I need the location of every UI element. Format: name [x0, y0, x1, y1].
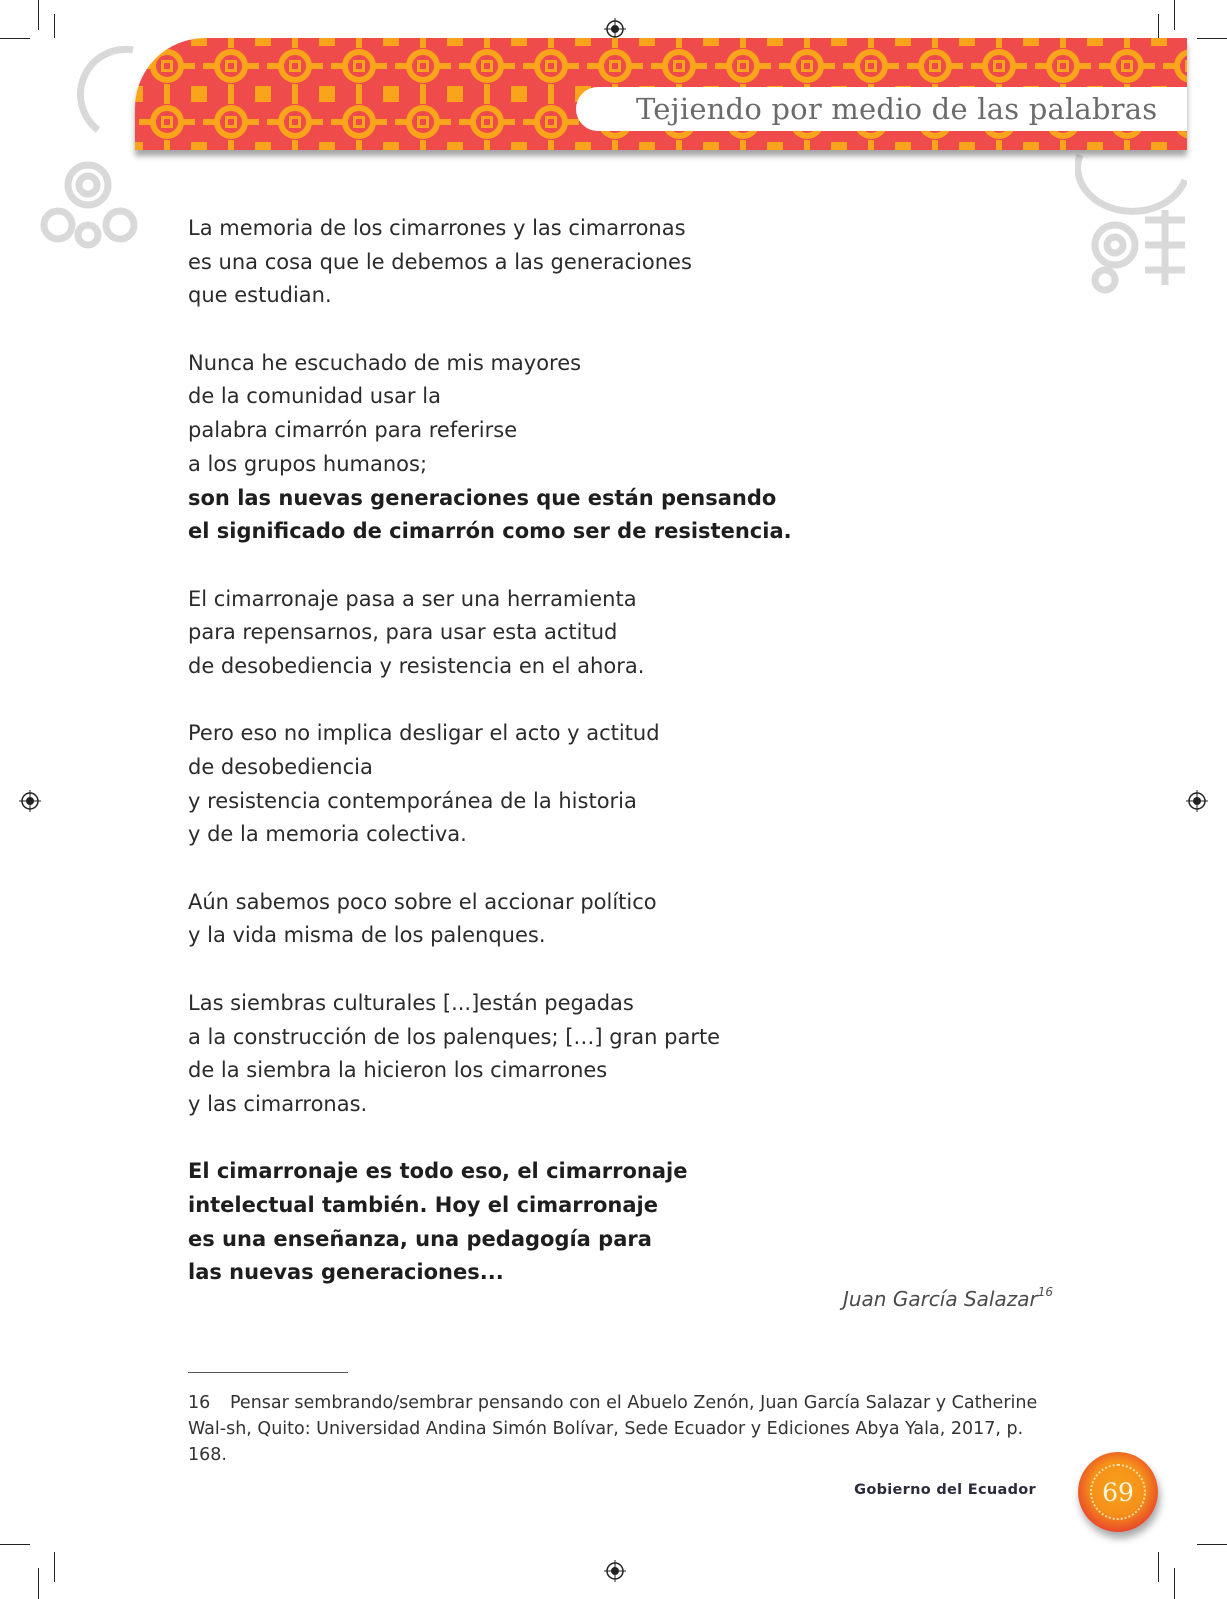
poem-line: para repensarnos, para usar esta actitud	[188, 620, 618, 645]
author-attribution	[843, 1287, 1053, 1311]
header-title-pill	[576, 87, 1187, 131]
registration-mark-icon	[19, 790, 41, 812]
poem-line: El cimarronaje pasa a ser una herramienta	[188, 586, 637, 611]
spiral-ornament-icon	[1075, 150, 1187, 300]
stanza	[188, 347, 908, 549]
poem-line: y de la memoria colectiva.	[188, 822, 467, 847]
crop-mark	[54, 1552, 55, 1582]
publisher-label: Gobierno del Ecuador	[854, 1482, 1036, 1498]
footnote-ref: 16	[1037, 1285, 1053, 1300]
poem-line: a la construcción de los palenques; […] gran parte	[188, 1024, 721, 1049]
poem-line: Las siembras culturales [...]están pegadas	[188, 990, 634, 1015]
crop-mark	[38, 0, 39, 30]
crop-mark	[1197, 1544, 1227, 1545]
crop-mark	[1174, 1568, 1175, 1599]
crop-mark	[1158, 14, 1159, 38]
stanza	[188, 583, 908, 684]
registration-mark-icon	[1186, 790, 1208, 812]
poem-line: de la comunidad usar la	[188, 384, 441, 409]
poem-line: que estudian.	[188, 283, 332, 308]
poem-line: La memoria de los cimarrones y las cimarronas	[188, 216, 686, 240]
crop-mark	[0, 1544, 30, 1545]
poem-line: de desobediencia	[188, 755, 373, 779]
crop-mark	[1197, 38, 1227, 39]
poem-line: son las nuevas generaciones que están pensando	[188, 485, 777, 510]
footnote-divider	[188, 1372, 348, 1373]
poem-line: Nunca he escuchado de mis mayores	[188, 350, 582, 375]
poem-line: y la vida misma de los palenques.	[188, 923, 546, 948]
poem-body	[188, 212, 908, 1324]
poem-line: de la siembra la hicieron los cimarrones	[188, 1058, 608, 1083]
poem-line: Pero eso no implica desligar el acto y actitud	[188, 721, 660, 746]
poem-line: es una enseñanza, una pedagogía para	[188, 1226, 652, 1251]
stanza	[188, 1155, 908, 1290]
stanza	[188, 987, 908, 1122]
poem-line: las nuevas generaciones...	[188, 1260, 504, 1285]
footnote	[188, 1390, 1053, 1468]
footnote-text: Pensar sembrando/sembrar pensando con el Abuelo Zenón, Juan García Salazar y Catherine Wal-sh, Quito: Universidad Andina Simón Bolívar, Sede Ecuador y Ediciones Abya Yala, 2017, p. 168.	[188, 1393, 1038, 1465]
stanza	[188, 212, 908, 313]
poem-line: el significado de cimarrón como ser de resistencia.	[188, 519, 792, 544]
stanza	[188, 717, 908, 852]
poem-line: de desobediencia y resistencia en el ahora.	[188, 653, 645, 678]
page-title: Tejiendo por medio de las palabras	[636, 92, 1158, 126]
registration-mark-icon	[604, 18, 626, 40]
poem-line: intelectual también. Hoy el cimarronaje	[188, 1192, 658, 1217]
poem-line: y las cimarronas.	[188, 1091, 368, 1116]
crop-mark	[0, 38, 30, 39]
poem-line: a los grupos humanos;	[188, 451, 428, 476]
poem-line: Aún sabemos poco sobre el accionar político	[188, 889, 657, 914]
registration-mark-icon	[604, 1560, 626, 1582]
crop-mark	[1174, 0, 1175, 30]
page-number: 69	[1102, 1477, 1134, 1507]
poem-line: El cimarronaje es todo eso, el cimarronaje	[188, 1159, 688, 1184]
page-number-badge	[1078, 1452, 1158, 1532]
crop-mark	[54, 14, 55, 38]
author-name: Juan García Salazar	[842, 1287, 1038, 1311]
poem-line: palabra cimarrón para referirse	[188, 418, 518, 443]
spiral-ornament-icon	[38, 40, 148, 250]
stanza	[188, 886, 908, 953]
poem-line: es una cosa que le debemos a las generaciones	[188, 249, 692, 274]
poem-line: y resistencia contemporánea de la historia	[188, 788, 637, 813]
crop-mark	[38, 1568, 39, 1599]
crop-mark	[1158, 1552, 1159, 1582]
footnote-number: 16	[188, 1393, 211, 1413]
